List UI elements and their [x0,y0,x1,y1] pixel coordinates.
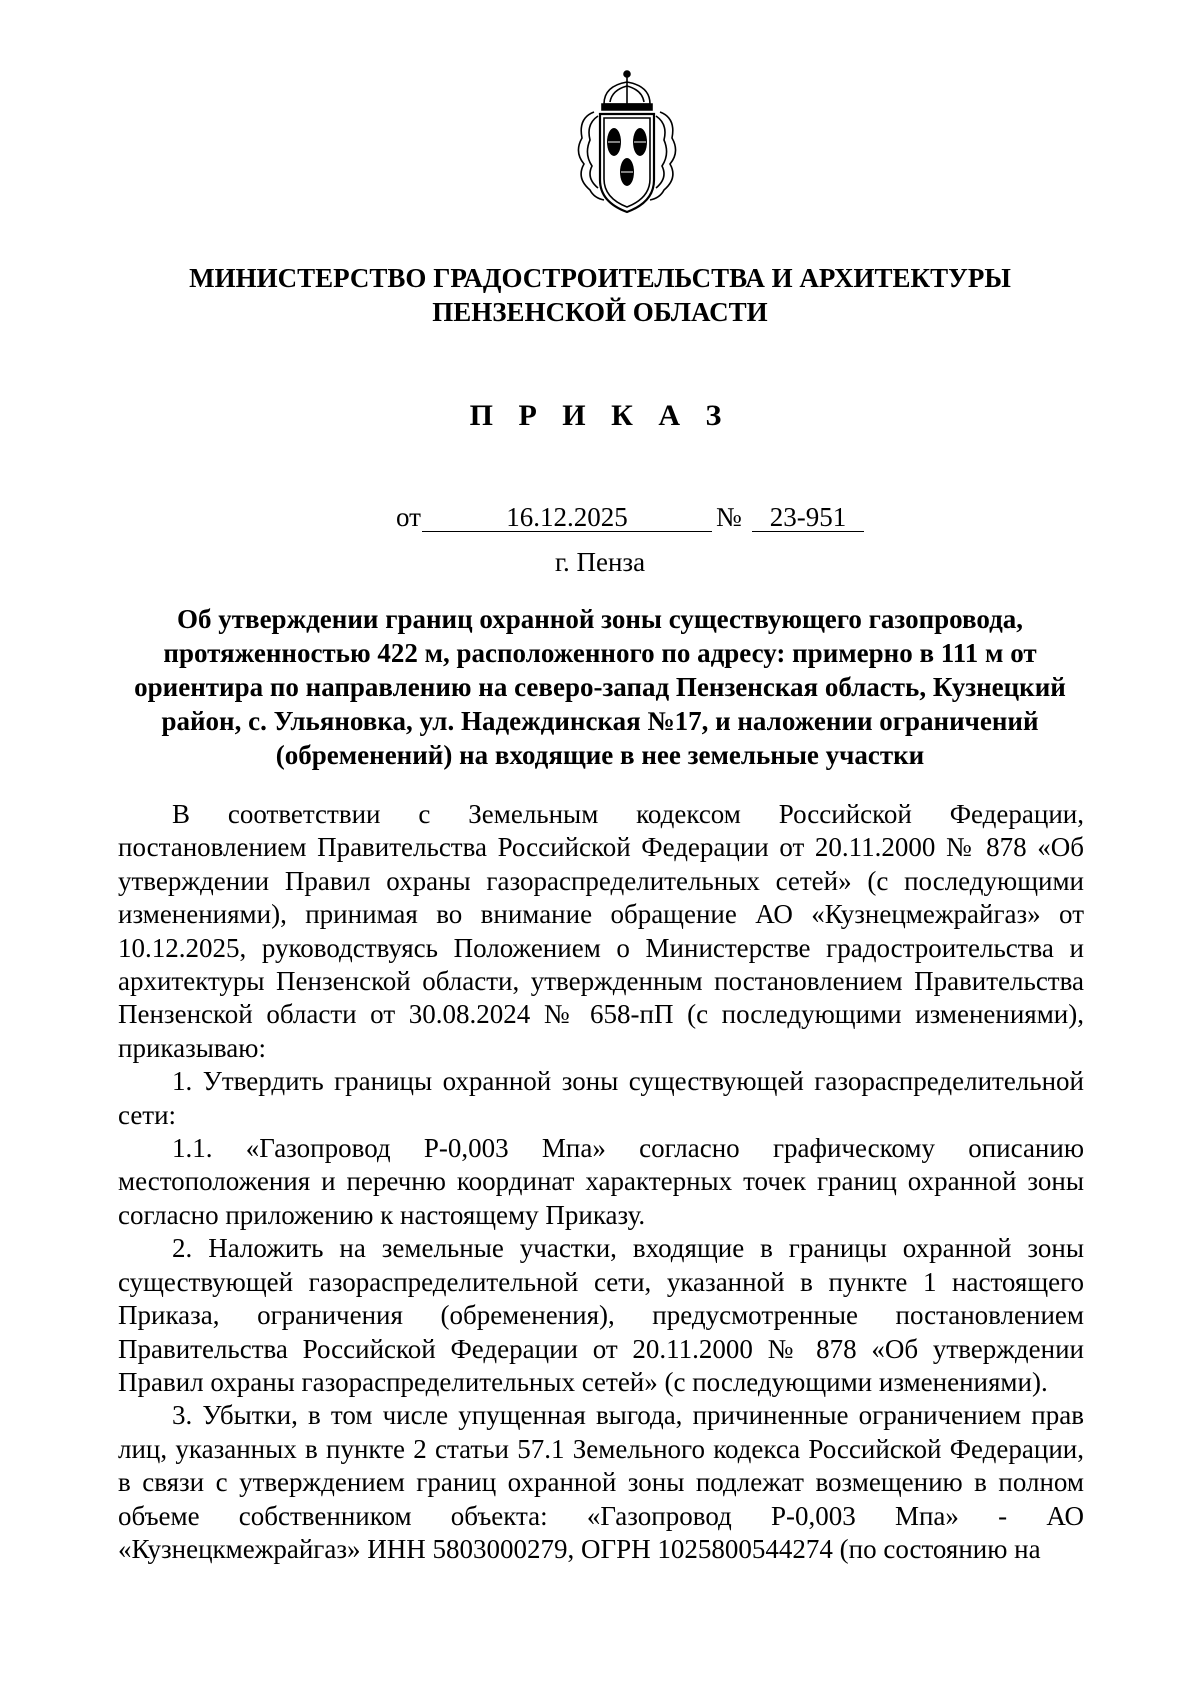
document-type-title: П Р И К А З [469,399,731,432]
city-name: г. Пенза [554,547,646,577]
subject-line: (обременений) на входящие в нее земельные участки [275,740,925,770]
subject-line: Об утверждении границ охранной зоны существующего газопровода, [176,604,1024,634]
number-underline [752,531,864,532]
order-date: 16.12.2025 [506,502,628,532]
date-underline [422,531,712,532]
number-label: № [716,502,742,532]
clause-1: 1. Утвердить границы охранной зоны существующей газораспределительной сети: [118,1066,1084,1130]
subject-line: ориентира по направлению на северо-запад Пензенская область, Кузнецкий [134,672,1066,702]
clause-3: 3. Убытки, в том числе упущенная выгода, причиненные ограничением прав лиц, указанных в пункте 2 статьи 57.1 Земельного кодекса Российской Федерации, в связи с утверждением границ охранной зоны подлежат возмещению в полном объеме собственником объекта: «Газопровод Р-0,003 Мпа» - АО «Кузнецкмежрайгаз» ИНН 5803000279, ОГРН 1025800544274 (по состоянию на [118,1400,1084,1564]
coat-of-arms-icon [564,68,690,218]
subject-line: протяженностью 422 м, расположенного по адресу: примерно в 111 м от [163,638,1037,668]
clause-1-1: 1.1. «Газопровод Р-0,003 Мпа» согласно графическому описанию местоположения и перечню координат характерных точек границ охранной зоны согласно приложению к настоящему Приказу. [118,1133,1084,1230]
ministry-name-line2: ПЕНЗЕНСКОЙ ОБЛАСТИ [432,297,768,327]
order-subject [120,602,1080,772]
ministry-name-line1: МИНИСТЕРСТВО ГРАДОСТРОИТЕЛЬСТВА И АРХИТЕКТУРЫ [189,263,1011,293]
preamble-paragraph: В соответствии с Земельным кодексом Российской Федерации, постановлением Правительства Российской Федерации от 20.11.2000 № 878 «Об утверждении Правил охраны газораспределительных сетей» (с последующими изменениями), принимая во внимание обращение АО «Кузнецмежрайгаз» от 10.12.2025, руководствуясь Положением о Министерстве градостроительства и архитектуры Пензенской области, утвержденным постановлением Правительства Пензенской области от 30.08.2024 № 658-пП (с последующими изменениями), приказываю: [118,799,1084,1063]
clause-2: 2. Наложить на земельные участки, входящие в границы охранной зоны существующей газораспределительной сети, указанной в пункте 1 настоящего Приказа, ограничения (обременения), предусмотренные постановлением Правительства Российской Федерации от 20.11.2000 № 878 «Об утверждении Правил охраны газораспределительных сетей» (с последующими изменениями). [118,1233,1084,1397]
order-body [118,798,1084,1566]
date-label: от [396,502,421,532]
order-number: 23-951 [769,502,847,532]
subject-line: район, с. Ульяновка, ул. Надеждинская №17, и наложении ограничений [161,706,1039,736]
